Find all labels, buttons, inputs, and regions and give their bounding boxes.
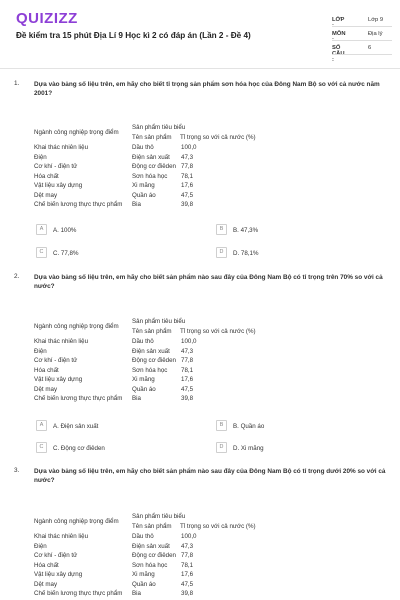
table-cell: Chế biến lương thực thực phẩm — [34, 201, 123, 208]
table-cell: Điện — [34, 153, 47, 161]
worksheet-header — [0, 0, 400, 68]
table-cell: 47,5 — [181, 385, 194, 393]
table-cell: 47,5 — [181, 191, 194, 199]
table-cell: Quần áo — [132, 191, 156, 199]
table-cell: Điện — [34, 542, 47, 550]
option-key-box: D — [216, 442, 227, 453]
table-cell: Quần áo — [132, 580, 156, 588]
meta-grade-value: Lớp 9 — [368, 17, 384, 23]
table-cell: Điện sản xuất — [132, 347, 170, 355]
table-cell: Bia — [132, 201, 141, 208]
table-header-products: Sản phẩm tiêu biểu — [132, 318, 186, 325]
table-cell: Dệt may — [34, 580, 58, 588]
table-cell: Vật liệu xây dựng — [34, 376, 83, 383]
meta-count-value: 6 — [368, 45, 372, 51]
table-header-industry: Ngành công nghiệp trọng điểm — [34, 129, 119, 136]
table-header-product-name: Tên sản phẩm — [132, 328, 172, 335]
table-cell: 47,5 — [181, 580, 194, 588]
table-cell: Hóa chất — [34, 172, 59, 180]
table-cell: 78,1 — [181, 561, 194, 569]
table-cell: Xi măng — [132, 376, 155, 383]
table-cell: 78,1 — [181, 366, 194, 374]
option-label: A. 100% — [53, 227, 77, 234]
table-cell: Cơ khí - điện tử — [34, 163, 78, 170]
table-cell: Khai thác nhiên liệu — [34, 533, 89, 540]
table-cell: 100,0 — [181, 338, 197, 345]
question-text: Dựa vào bảng số liệu trên, em hãy cho biết tỉ trọng sản phẩm sơn hóa học của Đông Nam Bộ so với cả nước năm 2001? — [34, 81, 380, 97]
option-label: C. 77,8% — [53, 250, 79, 257]
table-cell: Dệt may — [34, 191, 58, 199]
table-cell: Bia — [132, 590, 141, 597]
table-cell: 17,6 — [181, 182, 194, 189]
table-cell: Dầu thô — [132, 338, 154, 345]
table-cell: Động cơ điêden — [132, 552, 176, 559]
table-cell: Chế biến lương thực thực phẩm — [34, 395, 123, 402]
table-cell: Điện — [34, 347, 47, 355]
table-cell: 47,3 — [181, 347, 194, 355]
table-cell: 100,0 — [181, 533, 197, 540]
table-cell: Dầu thô — [132, 533, 154, 540]
table-header-industry: Ngành công nghiệp trọng điểm — [34, 518, 119, 525]
table-header-products: Sản phẩm tiêu biểu — [132, 124, 186, 131]
table-cell: Quần áo — [132, 385, 156, 393]
question-text: Dựa vào bảng số liệu trên, em hãy cho biết sản phẩm nào sau đây của Đông Nam Bộ có tỉ trọng trên 70% so với cả nước? — [34, 274, 383, 290]
question-number: 3. — [14, 467, 20, 474]
table-header-industry: Ngành công nghiệp trọng điểm — [34, 323, 119, 330]
table-cell: 77,8 — [181, 163, 194, 170]
option-key-box: C — [36, 247, 47, 258]
divider — [332, 54, 392, 55]
option-key-box: B — [216, 420, 227, 431]
meta-subject-value: Địa lý — [368, 31, 383, 37]
question-number: 2. — [14, 273, 20, 280]
table-cell: Xi măng — [132, 182, 155, 189]
divider — [332, 40, 392, 41]
table-header-share: Tỉ trọng so với cả nước (%) — [180, 328, 256, 335]
table-cell: Điện sản xuất — [132, 542, 170, 550]
table-header-share: Tỉ trọng so với cả nước (%) — [180, 134, 256, 141]
table-header-products: Sản phẩm tiêu biểu — [132, 513, 186, 520]
table-cell: 77,8 — [181, 552, 194, 559]
table-header-product-name: Tên sản phẩm — [132, 134, 172, 141]
table-cell: Vật liệu xây dựng — [34, 571, 83, 578]
table-cell: Xi măng — [132, 571, 155, 578]
table-cell: Khai thác nhiên liệu — [34, 338, 89, 345]
table-cell: Chế biến lương thực thực phẩm — [34, 590, 123, 597]
table-cell: Điện sản xuất — [132, 153, 170, 161]
option-label: C. Động cơ điêden — [53, 445, 105, 452]
option-key-box: D — [216, 247, 227, 258]
table-cell: 77,8 — [181, 357, 194, 364]
table-cell: 100,0 — [181, 144, 197, 151]
header-divider — [0, 68, 400, 69]
table-cell: Bia — [132, 395, 141, 402]
table-cell: Khai thác nhiên liệu — [34, 144, 89, 151]
worksheet-title: Đề kiểm tra 15 phút Địa Lí 9 Học kì 2 có đáp án (Lần 2 - Đề 4) — [16, 31, 251, 40]
table-cell: 17,6 — [181, 376, 194, 383]
option-label: D. Xi măng — [233, 445, 264, 452]
table-header-product-name: Tên sản phẩm — [132, 523, 172, 530]
table-cell: Sơn hóa học — [132, 366, 168, 374]
table-cell: Động cơ điêden — [132, 163, 176, 170]
option-label: B. 47,3% — [233, 227, 259, 234]
meta-grade-label: LỚP : — [332, 17, 345, 29]
table-cell: Cơ khí - điện tử — [34, 552, 78, 559]
table-cell: 39,8 — [181, 395, 194, 402]
table-cell: 47,3 — [181, 542, 194, 550]
table-cell: Dầu thô — [132, 144, 154, 151]
table-cell: Sơn hóa học — [132, 172, 168, 180]
meta-count-label: SỐ CÂU : — [332, 45, 345, 63]
divider — [332, 26, 392, 27]
option-label: D. 78,1% — [233, 250, 259, 257]
table-cell: 39,8 — [181, 590, 194, 597]
table-header-share: Tỉ trọng so với cả nước (%) — [180, 523, 256, 530]
option-key-box: C — [36, 442, 47, 453]
option-key-box: B — [216, 224, 227, 235]
option-key-box: A — [36, 420, 47, 431]
option-label: A. Điện sản xuất — [53, 423, 99, 430]
table-cell: Dệt may — [34, 385, 58, 393]
table-cell: 78,1 — [181, 172, 194, 180]
table-cell: Sơn hóa học — [132, 561, 168, 569]
table-cell: Vật liệu xây dựng — [34, 182, 83, 189]
table-cell: Hóa chất — [34, 561, 59, 569]
question-text: Dựa vào bảng số liệu trên, em hãy cho biết sản phẩm nào sau đây của Đông Nam Bộ có tỉ trọng dưới 20% so với cả nước? — [34, 468, 386, 484]
table-cell: 47,3 — [181, 153, 194, 161]
table-cell: Cơ khí - điện tử — [34, 357, 78, 364]
option-label: B. Quần áo — [233, 423, 265, 430]
quizizz-logo[interactable]: QUIZIZZ — [16, 10, 78, 27]
table-cell: Hóa chất — [34, 366, 59, 374]
table-cell: 39,8 — [181, 201, 194, 208]
option-key-box: A — [36, 224, 47, 235]
table-cell: Động cơ điêden — [132, 357, 176, 364]
meta-subject-label: MÔN : — [332, 31, 346, 43]
question-number: 1. — [14, 80, 20, 87]
table-cell: 17,6 — [181, 571, 194, 578]
